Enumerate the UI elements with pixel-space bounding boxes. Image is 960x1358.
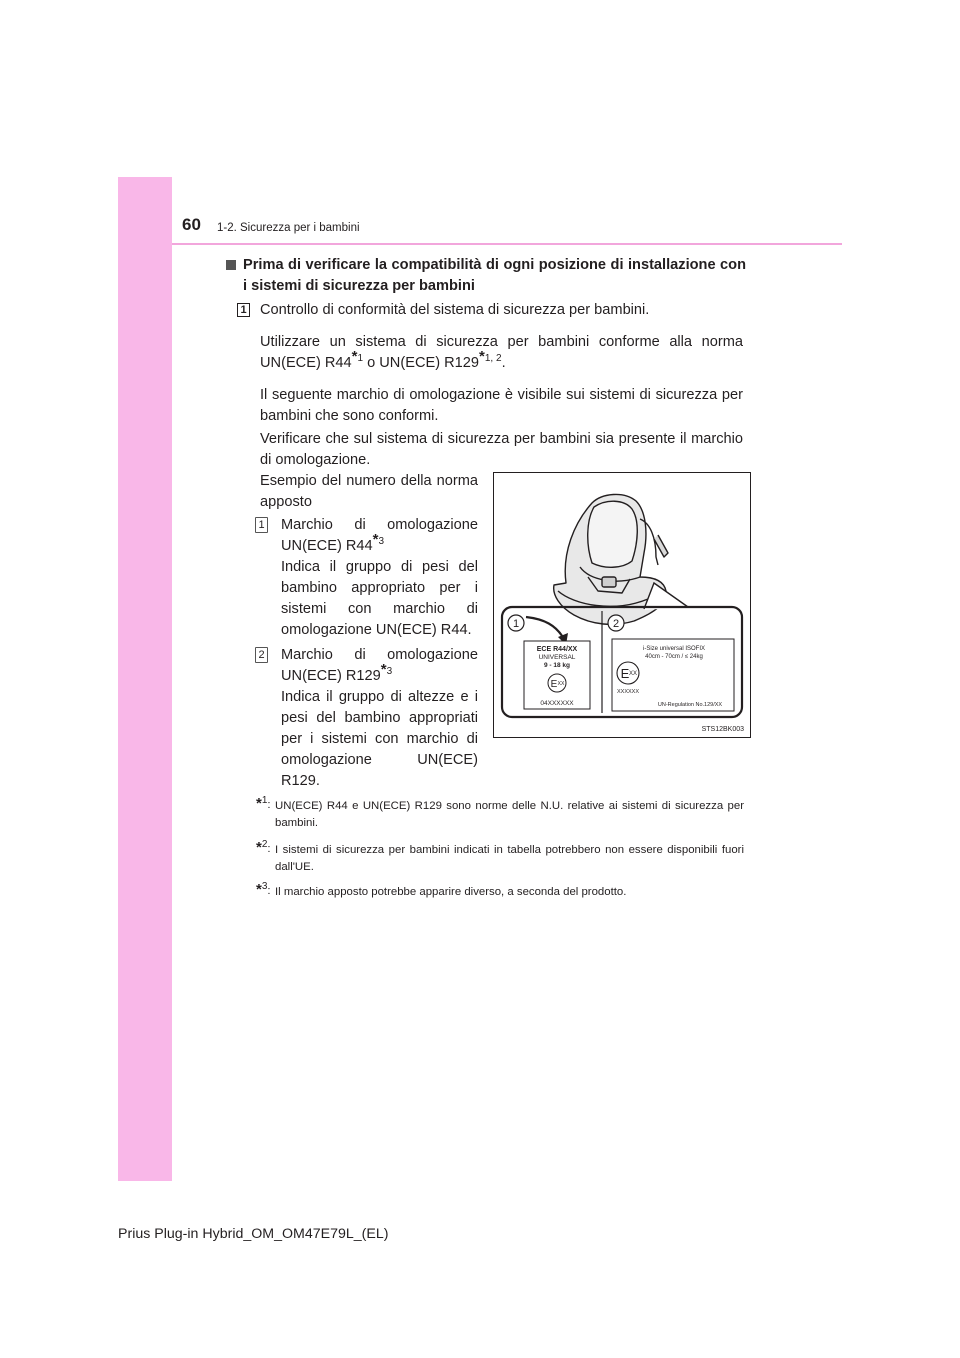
ece-line-3: 9 - 18 kg [543, 662, 571, 669]
asterisk-mark: * [351, 348, 358, 366]
ece-e-letter: E [550, 679, 558, 690]
figure-code: STS12BK003 [701, 726, 744, 733]
footnote-2-text: I sistemi di sicurezza per bambini indicati in tabella potrebbero non essere disponibili fuori dall'UE. [275, 844, 744, 873]
step-number: 1 [237, 303, 250, 317]
footnote-1 [256, 795, 744, 832]
step-paragraph-1 [260, 332, 743, 374]
para1-text-a: Utilizzare un sistema di sicurezza per bambini conforme alla norma UN(ECE) R44 [260, 334, 743, 371]
header-rule [172, 243, 842, 245]
item-1-description: Indica il gruppo di pesi del bambino appropriato per i sistemi con marchio di omologazione UN(ECE) R44. [281, 559, 478, 638]
un-e-letter: E [620, 666, 630, 681]
un-line-1: i-Size universal ISOFIX [642, 646, 706, 652]
asterisk-mark: * [256, 839, 262, 856]
ece-code: 04XXXXXX [540, 700, 574, 707]
item-1-title-text: Marchio di omologazione UN(ECE) R44 [281, 517, 478, 554]
footnote-2-number: 2 [261, 839, 268, 851]
footnote-3 [256, 881, 744, 901]
item-1-title [281, 515, 478, 557]
footnote-3-text: Il marchio apposto potrebbe apparire diverso, a seconda del prodotto. [275, 886, 627, 898]
footnote-1-text: UN(ECE) R44 e UN(ECE) R129 sono norme delle N.U. relative ai sistemi di sicurezza per bambini. [275, 800, 744, 829]
footnote-1-marker: *$^1$: [256, 795, 271, 812]
para1-text-c: . [501, 355, 506, 371]
square-bullet-icon [226, 260, 236, 270]
ece-line-2: UNIVERSAL [538, 654, 576, 661]
circle-label-2-text: 2 [612, 618, 620, 630]
un-code: XXXXXX [616, 689, 640, 695]
footnote-1-number: 1 [261, 795, 268, 807]
asterisk-mark: * [380, 661, 387, 679]
page-side-tab [118, 177, 172, 1181]
asterisk-mark: * [372, 531, 379, 549]
footnote-2-marker: *$^2$: [256, 839, 271, 856]
un-line-2: 40cm - 70cm / ≤ 24kg [645, 654, 703, 660]
section-title: 1-2. Sicurezza per i bambini [217, 222, 360, 234]
asterisk-mark: * [256, 795, 262, 812]
item-2-sup: 3 [386, 666, 393, 678]
step-paragraph-3: Verificare che sul sistema di sicurezza per bambini sia presente il marchio di omologazione. [260, 431, 743, 468]
step-paragraph-4: Esempio del numero della norma apposto [260, 473, 478, 510]
footnote-2 [256, 839, 744, 876]
item-2-description: Indica il gruppo di altezze e i pesi del bambino appropriati per i sistemi con marchio di omologazione UN(ECE) R129. [281, 689, 478, 789]
arrow-1-icon [526, 617, 564, 639]
section-heading [226, 255, 746, 297]
para1-sup-2: 1, 2 [484, 353, 502, 365]
para1-sup-1: 1 [357, 353, 364, 365]
item-1-sup: 3 [378, 536, 385, 548]
item-1-number: 1 [255, 517, 268, 533]
footnote-3-number: 3 [261, 881, 268, 893]
footnote-3-marker: *$^3$: [256, 881, 271, 898]
circle-label-1-text: 1 [512, 618, 520, 630]
child-seat-illustration [494, 473, 750, 737]
item-2-title-text: Marchio di omologazione UN(ECE) R129 [281, 647, 478, 684]
page-number: 60 [182, 215, 201, 234]
un-regulation: UN-Regulation No.129/XX [657, 702, 723, 708]
step-paragraph-2: Il seguente marchio di omologazione è visibile sui sistemi di sicurezza per bambini che sono conformi. [260, 387, 743, 424]
item-2-number: 2 [255, 647, 268, 663]
item-2-title [281, 645, 478, 687]
step-title: Controllo di conformità del sistema di sicurezza per bambini. [260, 302, 650, 318]
asterisk-mark: * [479, 348, 485, 366]
ece-line-1: ECE R44/XX [536, 646, 578, 653]
un-e-xx: XX [628, 671, 638, 677]
approval-mark-figure [493, 472, 751, 738]
page-footer: Prius Plug-in Hybrid_OM_OM47E79L_(EL) [118, 1226, 389, 1242]
asterisk-mark: * [256, 881, 262, 898]
heading-text: Prima di verificare la compatibilità di ogni posizione di installazione con i sistemi di sicurezza per bambini [243, 257, 746, 294]
ece-e-xx: XX [557, 681, 565, 687]
para1-text-b: o UN(ECE) R129 [363, 355, 480, 371]
